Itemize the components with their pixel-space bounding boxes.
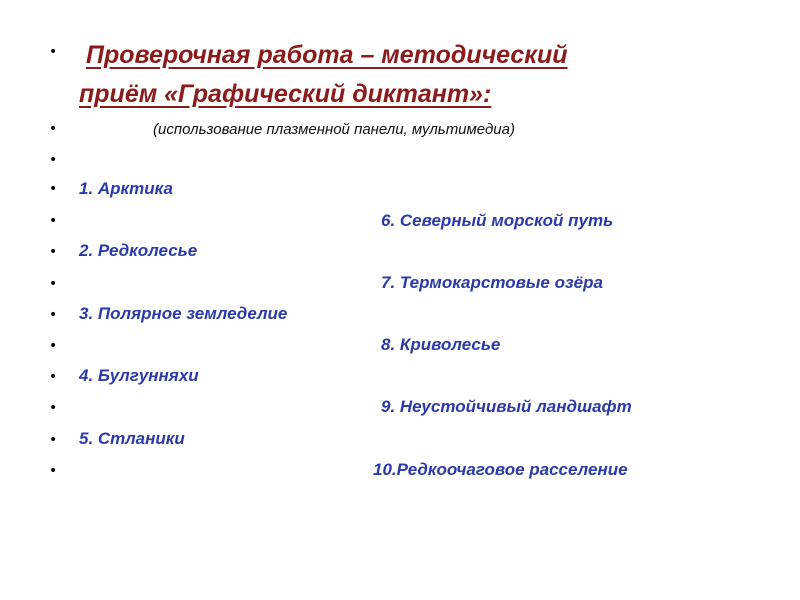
bullet: • — [49, 44, 58, 60]
slide-title-line-2: приём «Графический диктант»: — [79, 80, 492, 108]
list-item-9: 9. Неустойчивый ландшафт — [381, 397, 632, 416]
bullet: • — [49, 338, 58, 354]
list-item-10: 10.Редкоочаговое расселение — [373, 460, 628, 479]
list-item-7: 7. Термокарстовые озёра — [381, 273, 603, 292]
slide-subtitle: (использование плазменной панели, мультимедиа) — [153, 121, 515, 138]
bullet: • — [49, 307, 58, 323]
list-item-2: 2. Редколесье — [79, 241, 198, 260]
bullet: • — [49, 152, 58, 168]
list-item-8: 8. Криволесье — [381, 335, 501, 354]
bullet: • — [49, 181, 58, 197]
bullet: • — [49, 244, 58, 260]
bullet: • — [49, 121, 58, 137]
bullet: • — [49, 276, 58, 292]
list-item-1: 1. Арктика — [79, 179, 173, 198]
list-item-4: 4. Булгунняхи — [79, 366, 199, 385]
bullet: • — [49, 213, 58, 229]
list-item-3: 3. Полярное земледелие — [79, 304, 288, 323]
slide-title-line-1: Проверочная работа – методический — [86, 41, 568, 69]
bullet: • — [49, 400, 58, 416]
list-item-5: 5. Стланики — [79, 429, 185, 448]
bullet: • — [49, 432, 58, 448]
bullet: • — [49, 463, 58, 479]
list-item-6: 6. Северный морской путь — [381, 211, 614, 230]
bullet: • — [49, 369, 58, 385]
